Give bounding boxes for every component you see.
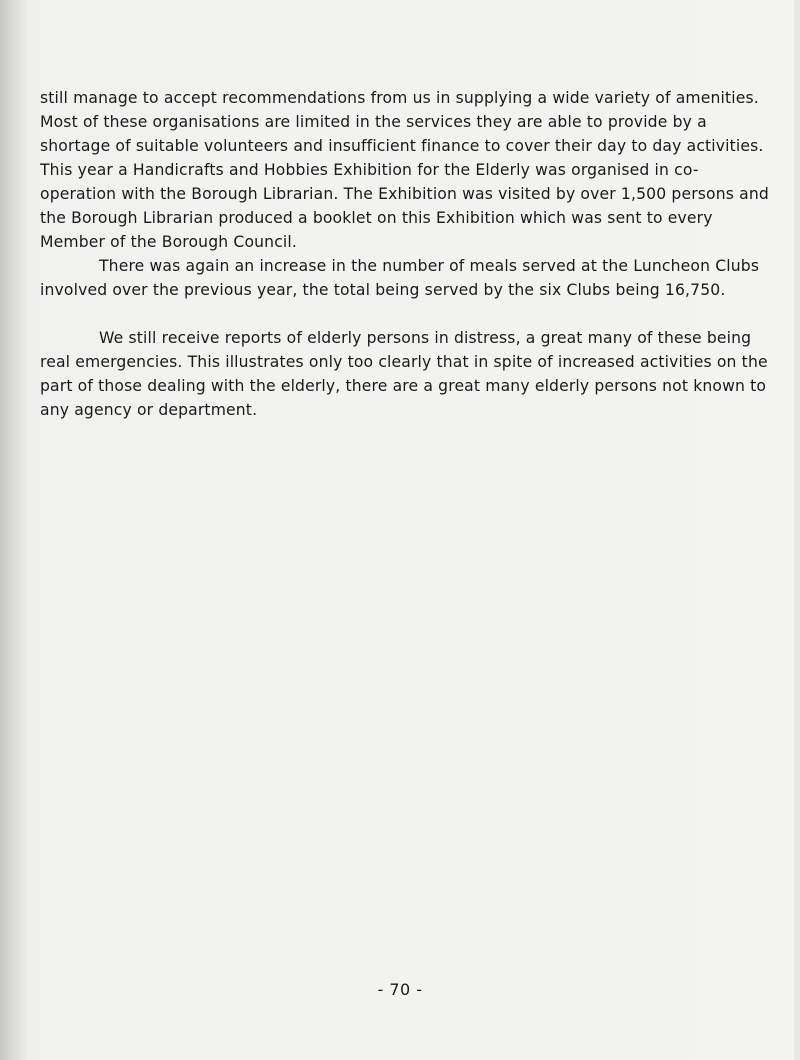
body-text — [40, 86, 770, 422]
paragraph-amenities: still manage to accept recommendations from us in supplying a wide variety of amenities. Most of these organisations are limited in the services they are able to provide by a shortage of suitable volunteers and insufficient finance to cover their day to day activities. This year a Handicrafts and Hobbies Exhibition for the Elderly was organised in co-operation with the Borough Librarian. The Exhibition was visited by over 1,500 persons and the Borough Librarian produced a booklet on this Exhibition which was sent to every Member of the Borough Council. — [40, 89, 769, 251]
paragraph-elderly-distress: We still receive reports of elderly persons in distress, a great many of these being real emergencies. This illustrates only too clearly that in spite of increased activities on the part of those dealing with the elderly, there are a great many elderly persons not known to any agency or department. — [40, 329, 768, 419]
page-number: - 70 - — [377, 980, 423, 999]
paragraph-luncheon-clubs: There was again an increase in the number of meals served at the Luncheon Clubs involved over the previous year, the total being served by the six Clubs being 16,750. — [40, 257, 760, 299]
